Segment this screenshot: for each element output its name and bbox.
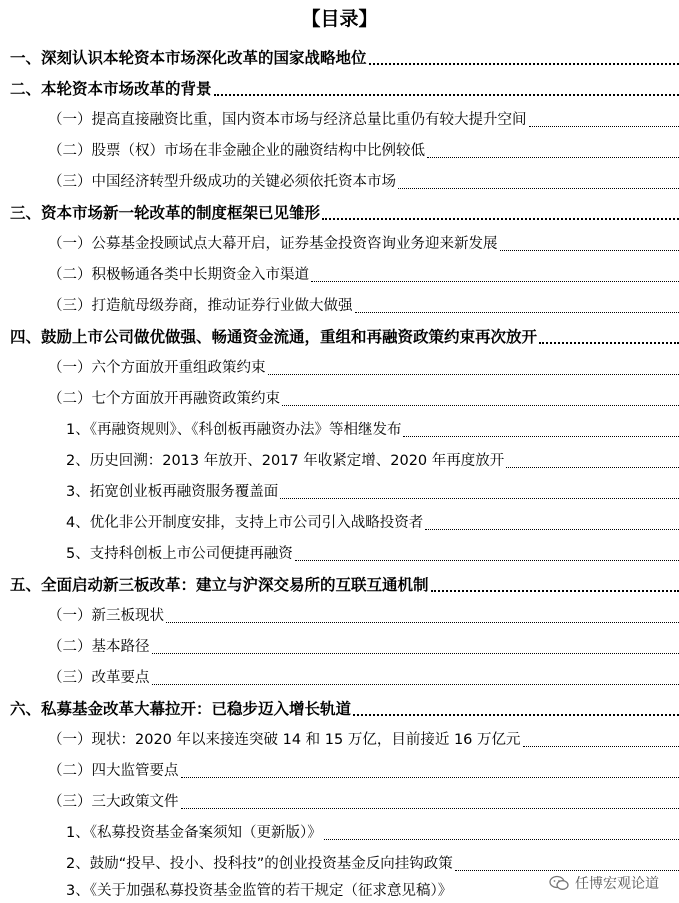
toc-entry-text: （一）公募基金投顾试点大幕开启，证券基金投资咨询业务迎来新发展 [48,236,498,252]
toc-entry-text: 4、优化非公开制度安排，支持上市公司引入战略投资者 [66,515,424,531]
toc-entry-text: （一）现状：2020 年以来接连突破 14 和 15 万亿，目前接近 16 万亿元 [48,732,521,748]
dot-leader [427,157,679,158]
toc-entry-4[interactable] [0,323,679,349]
toc-entry-4-1[interactable] [0,354,679,380]
toc-entry-text: 3、《关于加强私募投资基金监管的若干规定（征求意见稿）》 [66,883,453,899]
toc-entry-text: （二）股票（权）市场在非金融企业的融资结构中比例较低 [48,143,425,159]
dot-leader [431,590,679,592]
toc-entry-text: （三）中国经济转型升级成功的关键必须依托资本市场 [48,174,396,190]
toc-entry-4-2[interactable] [0,385,679,411]
watermark-text: 任博宏观论道 [575,876,659,892]
dot-leader [152,684,679,685]
dot-leader [282,405,679,406]
toc-entry-2-3[interactable] [0,168,679,194]
dot-leader [403,436,679,437]
dot-leader [181,808,679,809]
toc-entry-6-2[interactable] [0,757,679,783]
dot-leader [214,94,679,96]
dot-leader [353,714,679,716]
toc-entry-text: 2、历史回溯：2013 年放开、2017 年收紧定增、2020 年再度放开 [66,453,505,469]
dot-leader [369,63,679,65]
toc-entry-2[interactable] [0,75,679,101]
toc-entry-2-1[interactable] [0,106,679,132]
toc-entry-4-2-2[interactable] [0,447,679,473]
toc-entry-5-2[interactable] [0,633,679,659]
dot-leader [355,312,679,313]
toc-entry-text: 五、全面启动新三板改革：建立与沪深交易所的互联互通机制 [10,575,429,594]
dot-leader [398,188,679,189]
toc-entry-2-2[interactable] [0,137,679,163]
toc-entry-text: （二）积极畅通各类中长期资金入市渠道 [48,267,309,283]
toc-entry-3-3[interactable] [0,292,679,318]
dot-leader [152,653,679,654]
dot-leader [324,839,679,840]
dot-leader [539,342,679,344]
toc-entry-text: （二）七个方面放开再融资政策约束 [48,391,280,407]
dot-leader [455,870,679,871]
wechat-icon [549,875,569,891]
toc-entry-text: 5、支持科创板上市公司便捷再融资 [66,546,293,562]
toc-entry-text: 一、深刻认识本轮资本市场深化改革的国家战略地位 [10,48,367,67]
toc-entry-3-1[interactable] [0,230,679,256]
dot-leader [523,746,679,747]
dot-leader [295,560,679,561]
dot-leader [181,777,679,778]
toc-entry-text: 1、《再融资规则》、《科创板再融资办法》等相继发布 [66,422,402,438]
toc-entry-5-3[interactable] [0,664,679,690]
toc-entry-text: 二、本轮资本市场改革的背景 [10,79,212,98]
toc-entry-text: （二）基本路径 [48,639,150,655]
toc-entry-text: 四、鼓励上市公司做优做强、畅通资金流通，重组和再融资政策约束再次放开 [10,327,538,346]
toc-entry-4-2-1[interactable] [0,416,679,442]
toc-entry-text: 3、拓宽创业板再融资服务覆盖面 [66,484,279,500]
dot-leader [280,498,679,499]
toc-entry-text: （三）改革要点 [48,670,150,686]
dot-leader [268,374,679,375]
toc-entry-4-2-3[interactable] [0,478,679,504]
toc-entry-text: 2、鼓励“投早、投小、投科技”的创业投资基金反向挂钩政策 [66,856,453,872]
toc-entry-text: （一）提高直接融资比重，国内资本市场与经济总量比重仍有较大提升空间 [48,112,527,128]
toc-entry-text: （一）六个方面放开重组政策约束 [48,360,266,376]
toc-entry-text: 三、资本市场新一轮改革的制度框架已见雏形 [10,203,321,222]
dot-leader [500,250,679,251]
dot-leader [322,218,679,220]
toc-entry-3-2[interactable] [0,261,679,287]
toc-entry-6-1[interactable] [0,726,679,752]
dot-leader [311,281,679,282]
toc-entry-3[interactable] [0,199,679,225]
toc-entry-text: 六、私募基金改革大幕拉开：已稳步迈入增长轨道 [10,699,352,718]
toc-entry-text: （二）四大监管要点 [48,763,179,779]
dot-leader [506,467,679,468]
toc-entry-1[interactable] [0,44,679,70]
toc-entry-5[interactable] [0,571,679,597]
toc-entry-4-2-4[interactable] [0,509,679,535]
watermark [547,873,661,893]
toc-entry-text: （一）新三板现状 [48,608,164,624]
toc-entry-6[interactable] [0,695,679,721]
toc-entry-6-3[interactable] [0,788,679,814]
toc-entry-5-1[interactable] [0,602,679,628]
dot-leader [529,126,679,127]
toc-entry-text: （三）三大政策文件 [48,794,179,810]
toc-entry-6-3-3[interactable] [0,877,520,903]
toc-entry-text: （三）打造航母级券商，推动证券行业做大做强 [48,298,353,314]
toc-entry-text: 1、《私募投资基金备案须知（更新版）》 [66,825,322,841]
toc-title: 【目录】 [301,8,378,30]
dot-leader [166,622,679,623]
toc-entry-4-2-5[interactable] [0,540,679,566]
toc-entry-6-3-1[interactable] [0,819,679,845]
dot-leader [425,529,679,530]
